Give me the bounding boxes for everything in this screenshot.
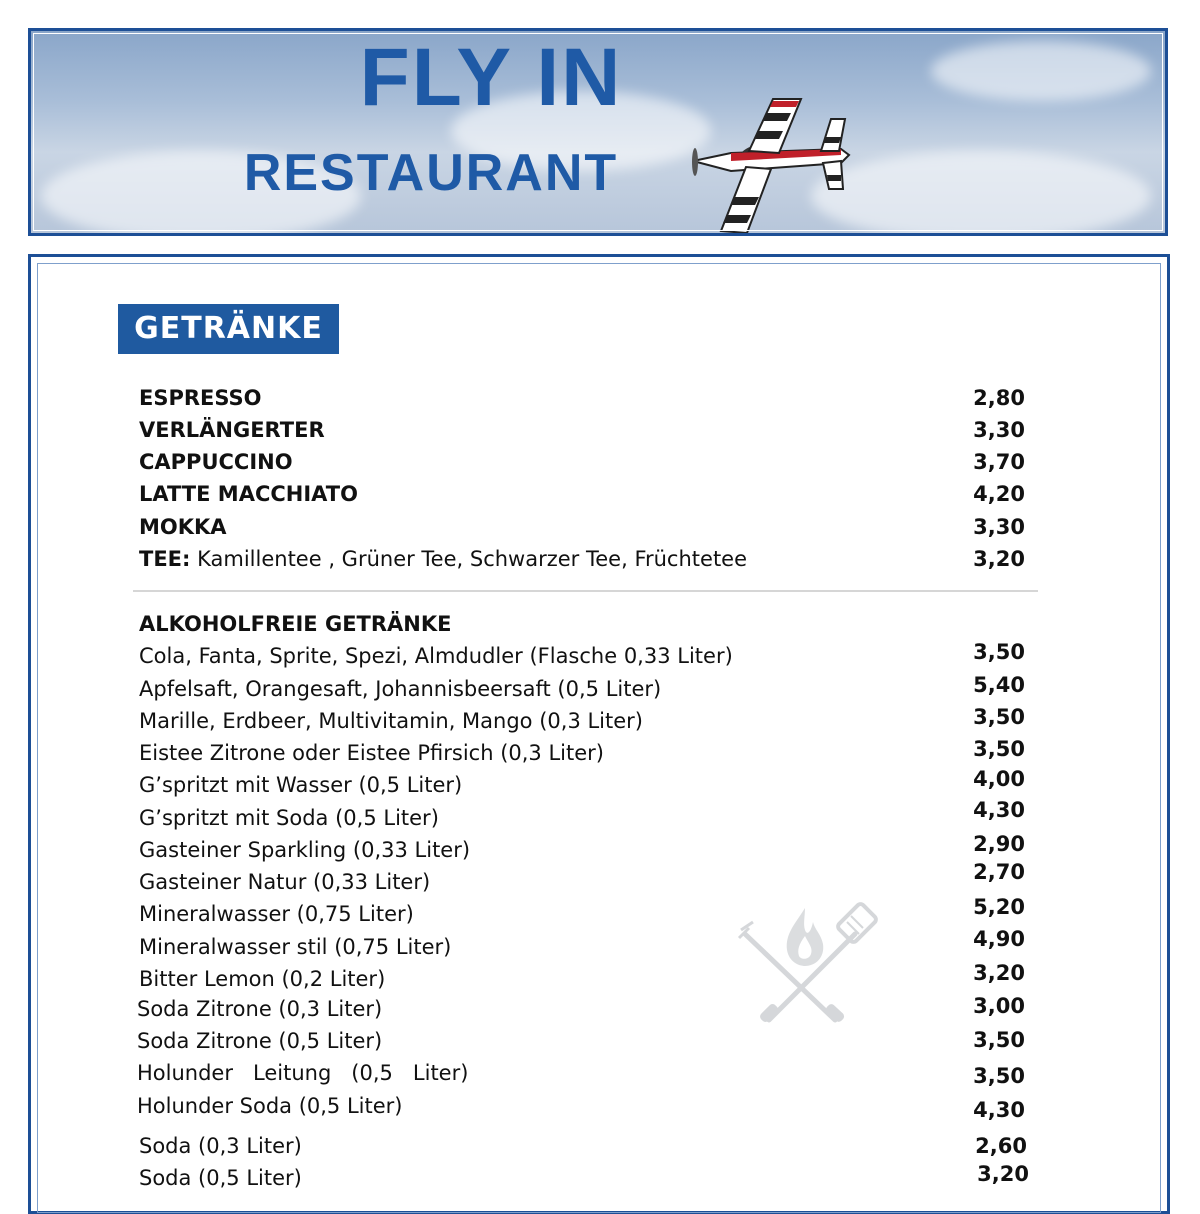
menu-item-name: Mineralwasser stil (0,75 Liter) [139, 935, 452, 959]
menu-item [139, 1163, 1039, 1193]
menu-item-price: 3,50 [973, 705, 1025, 729]
menu-item-name: Holunder Leitung (0,5 Liter) [137, 1061, 469, 1085]
cloud-decoration [931, 41, 1151, 101]
menu-item-name: Gasteiner Natur (0,33 Liter) [139, 870, 431, 894]
menu-item [139, 767, 1039, 800]
menu-item-name: Soda (0,5 Liter) [139, 1166, 302, 1190]
menu-item-price: 4,90 [973, 927, 1025, 951]
airplane-icon [691, 91, 881, 236]
menu-item [139, 383, 1039, 413]
menu-item-name: VERLÄNGERTER [139, 418, 325, 442]
menu-item-price: 4,20 [973, 482, 1025, 506]
menu-item-name: ESPRESSO [139, 386, 262, 410]
menu-item [139, 512, 1039, 542]
menu-item [139, 706, 1039, 736]
menu-item [139, 674, 1039, 704]
menu-item [139, 447, 1039, 477]
menu-item-price: 3,50 [973, 1064, 1025, 1088]
menu-item [139, 738, 1039, 768]
menu-item-price: 3,70 [973, 450, 1025, 474]
menu-item-price: 3,50 [973, 1028, 1025, 1052]
menu-item-name: Soda (0,3 Liter) [139, 1134, 302, 1158]
menu-item [137, 1058, 1037, 1088]
menu-item [137, 1091, 1037, 1121]
menu-item [139, 1131, 1039, 1161]
menu-item [139, 479, 1039, 509]
menu-item-name: G’spritzt mit Wasser (0,5 Liter) [139, 773, 463, 797]
menu-item-price: 3,00 [973, 994, 1025, 1018]
menu-item-price: 3,30 [973, 515, 1025, 539]
menu-item-price: 4,30 [973, 798, 1025, 822]
menu-item [139, 895, 1039, 929]
menu-item-name: Eistee Zitrone oder Eistee Pfirsich (0,3 Liter) [139, 741, 604, 765]
menu-item-price: 3,30 [973, 418, 1025, 442]
menu-item-price: 5,40 [973, 673, 1025, 697]
menu-item-name: Marille, Erdbeer, Multivitamin, Mango (0,3 Liter) [139, 709, 643, 733]
menu-item-name: Holunder Soda (0,5 Liter) [137, 1094, 403, 1118]
menu-item-price: 4,00 [973, 767, 1025, 791]
menu-item [139, 641, 1039, 671]
menu-item-price: 3,20 [973, 961, 1025, 985]
tea-label: TEE: [139, 547, 191, 571]
menu-item-name: MOKKA [139, 515, 227, 539]
menu-item-tea [139, 544, 1039, 574]
menu-item-price: 2,90 [973, 832, 1025, 856]
header-banner [28, 28, 1168, 236]
menu-item-name: Cola, Fanta, Sprite, Spezi, Almdudler (Flasche 0,33 Liter) [139, 644, 733, 668]
menu-item [139, 832, 1039, 865]
menu-item-name: Soda Zitrone (0,5 Liter) [137, 1029, 383, 1053]
menu-item-price: 3,50 [973, 640, 1025, 664]
menu-item-name: Soda Zitrone (0,3 Liter) [137, 997, 383, 1021]
subsection-heading-soft-drinks: ALKOHOLFREIE GETRÄNKE [139, 612, 452, 636]
menu-item-name: Apfelsaft, Orangesaft, Johannisbeersaft (0,5 Liter) [139, 677, 662, 701]
menu-item [139, 961, 1039, 994]
menu-item-price: 3,20 [977, 1162, 1029, 1186]
section-divider [133, 590, 1038, 592]
menu-item-name: LATTE MACCHIATO [139, 482, 358, 506]
menu-item [139, 927, 1039, 962]
menu-item [139, 798, 1039, 833]
menu-item-price: 3,50 [973, 737, 1025, 761]
menu-item [139, 415, 1039, 445]
menu-item-price: 3,20 [973, 547, 1025, 571]
menu-item [137, 1026, 1037, 1056]
menu-item-name: G’spritzt mit Soda (0,5 Liter) [139, 806, 439, 830]
restaurant-title-line1: FLY IN [359, 32, 623, 123]
menu-item-price: 5,20 [973, 895, 1025, 919]
restaurant-title-line2: RESTAURANT [243, 144, 619, 202]
grill-tools-icon [735, 900, 885, 1040]
section-title-getraenke: GETRÄNKE [118, 304, 339, 354]
menu-item-price: 2,60 [975, 1134, 1027, 1158]
menu-item-name: CAPPUCCINO [139, 450, 293, 474]
menu-item [139, 860, 1039, 897]
menu-item-name: Bitter Lemon (0,2 Liter) [139, 967, 386, 991]
menu-item-price: 2,70 [973, 860, 1025, 884]
menu-item-price: 2,80 [973, 386, 1025, 410]
menu-item-price: 4,30 [973, 1098, 1025, 1122]
menu-item-name: Mineralwasser (0,75 Liter) [139, 902, 414, 926]
menu-item-name [139, 544, 747, 574]
menu-item [137, 994, 1037, 1024]
tea-varieties: Kamillentee , Grüner Tee, Schwarzer Tee, Früchtetee [197, 547, 748, 571]
menu-item-name: Gasteiner Sparkling (0,33 Liter) [139, 838, 471, 862]
